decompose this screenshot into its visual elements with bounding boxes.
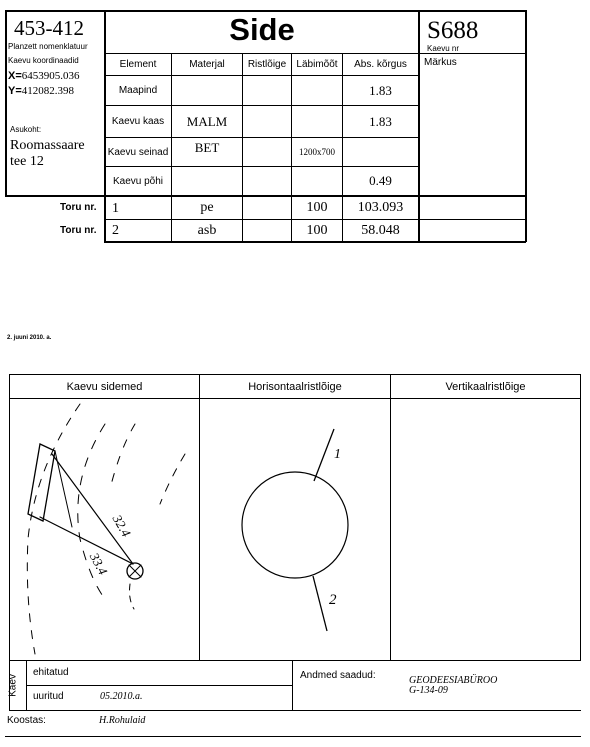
- pipe-diameter: 100: [306, 200, 328, 215]
- built-label: ehitatud: [33, 667, 69, 678]
- col-material: Materjal: [189, 59, 225, 70]
- measured-label: uuritud: [33, 691, 64, 702]
- coord-y-label: Y=: [8, 85, 22, 97]
- author-value: H.Rohulaid: [99, 715, 146, 726]
- pipe-diameter: 100: [306, 222, 328, 238]
- coord-y: [8, 85, 74, 97]
- nomenclature-value: 453-412: [14, 16, 84, 40]
- horizontal-section-drawing: [200, 399, 390, 660]
- col-height: Abs. kõrgus: [354, 59, 407, 70]
- col-section: Ristlõige: [247, 59, 287, 70]
- page-title: Side: [229, 12, 295, 47]
- data-source-label: Andmed saadud:: [300, 670, 376, 681]
- well-number-value: S688: [427, 17, 479, 44]
- footer-side-label: Kaev: [7, 674, 19, 697]
- row-material: BET: [194, 140, 220, 155]
- author-label: Koostas:: [7, 715, 46, 726]
- coord-x: [8, 70, 80, 82]
- col-notes: Märkus: [424, 57, 457, 68]
- data-source-code: G-134-09: [409, 685, 448, 696]
- data-source-value: GEODEESIABÜROO: [409, 675, 498, 686]
- row-element: Maapind: [118, 85, 158, 96]
- location-line1: Roomassaare: [10, 138, 85, 153]
- well-number-label: Kaevu nr: [427, 44, 460, 53]
- pipe-material: asb: [197, 222, 217, 238]
- measured-value: 05.2010.a.: [100, 691, 143, 702]
- location-line2: tee 12: [10, 154, 44, 169]
- panel-title-horizontal: Horisontaalristlõige: [248, 380, 342, 393]
- dimension-label: 33.4: [86, 550, 111, 578]
- pipe-label: Toru nr.: [60, 225, 97, 236]
- dimension-label: 32.4: [109, 512, 134, 540]
- panel-title-vertical: Vertikaalristlõige: [445, 380, 526, 393]
- coord-x-value: 6453905.036: [21, 70, 80, 82]
- row-height: 1.83: [369, 82, 392, 98]
- panel-title-connections: Kaevu sidemed: [66, 380, 143, 393]
- row-diameter: 1200x700: [299, 147, 335, 157]
- row-height: 1.83: [369, 113, 392, 129]
- coord-y-value: 412082.398: [21, 85, 75, 97]
- coords-label: Kaevu koordinaadid: [8, 56, 79, 65]
- connections-sketch: [10, 399, 199, 660]
- row-element: Kaevu seinad: [107, 146, 169, 158]
- col-diameter: Läbimõõt: [296, 59, 338, 70]
- row-height: 0.49: [369, 173, 392, 188]
- col-element: Element: [119, 59, 157, 70]
- pipe-label-1: 1: [334, 447, 341, 462]
- pipe-number: 2: [112, 223, 119, 238]
- row-element: Kaevu kaas: [111, 116, 165, 127]
- pipe-label: Toru nr.: [60, 202, 97, 213]
- pipe-height: 58.048: [361, 222, 400, 238]
- row-element: Kaevu põhi: [112, 175, 164, 187]
- pipe-material: pe: [200, 200, 214, 215]
- pipe-number: 1: [112, 201, 119, 216]
- pipe-label-2: 2: [329, 592, 337, 608]
- coord-x-label: X=: [8, 70, 22, 82]
- row-material: MALM: [186, 113, 228, 129]
- pipe-height: 103.093: [357, 200, 404, 215]
- location-label: Asukoht:: [10, 125, 42, 134]
- nomenclature-label: Planzett nomenklatuur: [8, 42, 88, 51]
- date-text: 2. juuni 2010. a.: [7, 335, 52, 341]
